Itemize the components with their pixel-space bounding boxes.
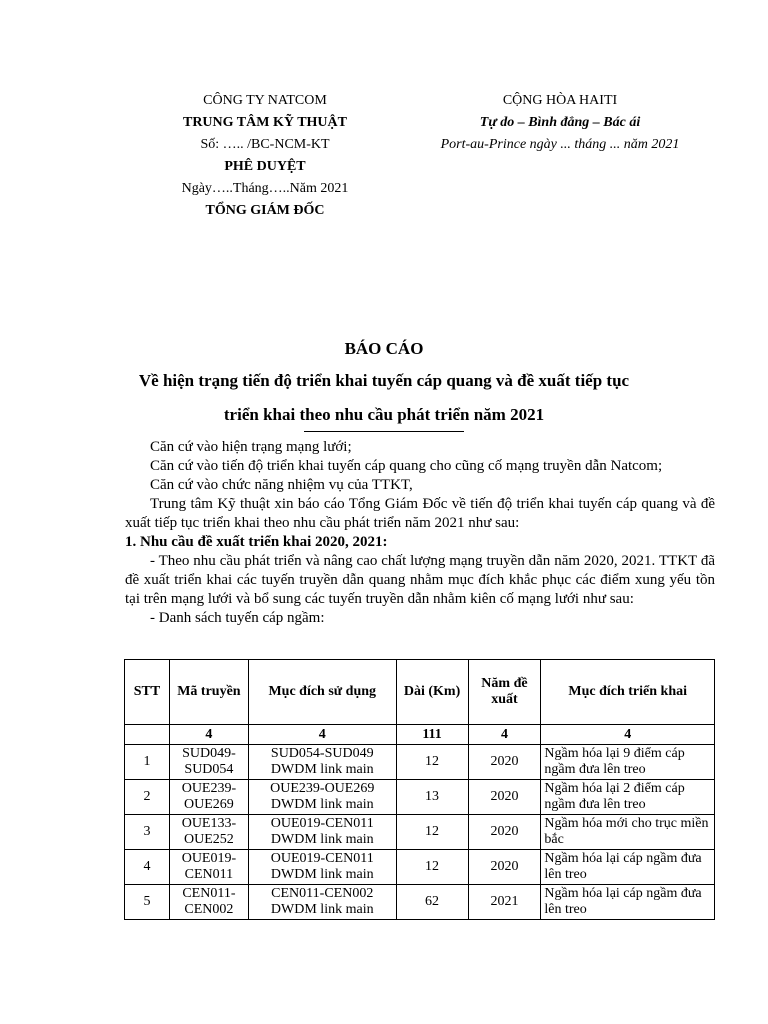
paragraph-1: Căn cứ vào hiện trạng mạng lưới; bbox=[150, 439, 352, 455]
report-subtitle-line1: Về hiện trạng tiến độ triển khai tuyến cáp quang và đề xuất tiếp tục bbox=[138, 371, 630, 390]
paragraph-4: Trung tâm Kỹ thuật xin báo cáo Tổng Giám Đốc về tiến độ triển khai tuyến cáp quang và đề xuất tiếp tục triển khai theo nhu cầu phát triển năm 2021 như sau: bbox=[125, 496, 715, 531]
row-code: OUE239-OUE269 bbox=[169, 780, 248, 815]
row-purpose: Ngầm hóa mới cho trục miền bắc bbox=[541, 815, 715, 850]
section-heading-1: 1. Nhu cầu đề xuất triển khai 2020, 2021: bbox=[125, 534, 388, 550]
row-stt: 3 bbox=[125, 815, 170, 850]
table-row bbox=[125, 815, 715, 850]
place-date: Port-au-Prince ngày ... tháng ... năm 2021 bbox=[440, 137, 680, 152]
row-purpose: Ngầm hóa lại 2 điểm cáp ngầm đưa lên treo bbox=[541, 780, 715, 815]
row-stt: 5 bbox=[125, 885, 170, 920]
cable-route-table bbox=[124, 659, 715, 920]
table-header-row bbox=[125, 660, 715, 725]
approval-label: PHÊ DUYỆT bbox=[224, 159, 306, 174]
row-year: 2020 bbox=[468, 780, 541, 815]
report-body bbox=[125, 438, 715, 628]
table-row bbox=[125, 780, 715, 815]
row-year: 2020 bbox=[468, 745, 541, 780]
row-code: CEN011-CEN002 bbox=[169, 885, 248, 920]
row-length: 13 bbox=[396, 780, 468, 815]
row-year: 2020 bbox=[468, 815, 541, 850]
director-label: TỔNG GIÁM ĐỐC bbox=[205, 203, 325, 218]
document-number: Số: ….. /BC-NCM-KT bbox=[200, 137, 330, 152]
row-usage: OUE019-CEN011 DWDM link main bbox=[248, 815, 396, 850]
row-usage: OUE239-OUE269 DWDM link main bbox=[248, 780, 396, 815]
table-row bbox=[125, 850, 715, 885]
company-name: CÔNG TY NATCOM bbox=[203, 93, 327, 108]
report-subtitle-line2: triển khai theo nhu cầu phát triển năm 2021 bbox=[223, 405, 545, 424]
row-usage: CEN011-CEN002 DWDM link main bbox=[248, 885, 396, 920]
totals-cell: 4 bbox=[248, 725, 396, 745]
table-row bbox=[125, 885, 715, 920]
header-cell: STT bbox=[125, 660, 170, 725]
row-purpose: Ngầm hóa lại cáp ngầm đưa lên treo bbox=[541, 885, 715, 920]
paragraph-5: - Theo nhu cầu phát triển và nâng cao chất lượng mạng truyền dẫn năm 2020, 2021. TTKT đã đề xuất triển khai các tuyến truyền dẫn quang nhằm mục đích khắc phục các điểm xung yếu tồn tại trên mạng lưới và bổ sung các tuyến truyền dẫn nhằm kiên cố mạng lưới như sau: bbox=[125, 553, 715, 607]
row-stt: 2 bbox=[125, 780, 170, 815]
row-code: OUE133-OUE252 bbox=[169, 815, 248, 850]
header-left bbox=[140, 90, 390, 222]
totals-cell bbox=[125, 725, 170, 745]
approval-date: Ngày…..Tháng…..Năm 2021 bbox=[181, 181, 349, 196]
row-length: 12 bbox=[396, 815, 468, 850]
row-length: 12 bbox=[396, 850, 468, 885]
country-name: CỘNG HÒA HAITI bbox=[502, 93, 618, 108]
totals-cell: 4 bbox=[468, 725, 541, 745]
row-year: 2021 bbox=[468, 885, 541, 920]
paragraph-3: Căn cứ vào chức năng nhiệm vụ của TTKT, bbox=[150, 477, 413, 493]
table-totals-row bbox=[125, 725, 715, 745]
header-cell: Mã truyền bbox=[169, 660, 248, 725]
row-length: 12 bbox=[396, 745, 468, 780]
row-stt: 1 bbox=[125, 745, 170, 780]
report-title: BÁO CÁO bbox=[344, 339, 424, 358]
totals-cell: 4 bbox=[169, 725, 248, 745]
row-stt: 4 bbox=[125, 850, 170, 885]
row-usage: SUD054-SUD049 DWDM link main bbox=[248, 745, 396, 780]
row-code: SUD049-SUD054 bbox=[169, 745, 248, 780]
paragraph-6: - Danh sách tuyến cáp ngầm: bbox=[150, 610, 325, 626]
totals-cell: 111 bbox=[396, 725, 468, 745]
header-cell: Dài (Km) bbox=[396, 660, 468, 725]
row-year: 2020 bbox=[468, 850, 541, 885]
row-usage: OUE019-CEN011 DWDM link main bbox=[248, 850, 396, 885]
header-cell: Mục đích sử dụng bbox=[248, 660, 396, 725]
totals-cell: 4 bbox=[541, 725, 715, 745]
header-cell: Năm đề xuất bbox=[468, 660, 541, 725]
center-name: TRUNG TÂM KỸ THUẬT bbox=[182, 115, 347, 130]
row-length: 62 bbox=[396, 885, 468, 920]
title-underline bbox=[304, 431, 464, 432]
table-row bbox=[125, 745, 715, 780]
report-title-block bbox=[0, 337, 768, 432]
row-purpose: Ngầm hóa lại cáp ngầm đưa lên treo bbox=[541, 850, 715, 885]
header-right bbox=[400, 90, 720, 156]
row-code: OUE019-CEN011 bbox=[169, 850, 248, 885]
motto: Tự do – Bình đẳng – Bác ái bbox=[479, 115, 641, 130]
paragraph-2: Căn cứ vào tiến độ triển khai tuyến cáp quang cho cũng cố mạng truyền dẫn Natcom; bbox=[150, 458, 663, 474]
row-purpose: Ngầm hóa lại 9 điểm cáp ngầm đưa lên treo bbox=[541, 745, 715, 780]
header-cell: Mục đích triển khai bbox=[541, 660, 715, 725]
